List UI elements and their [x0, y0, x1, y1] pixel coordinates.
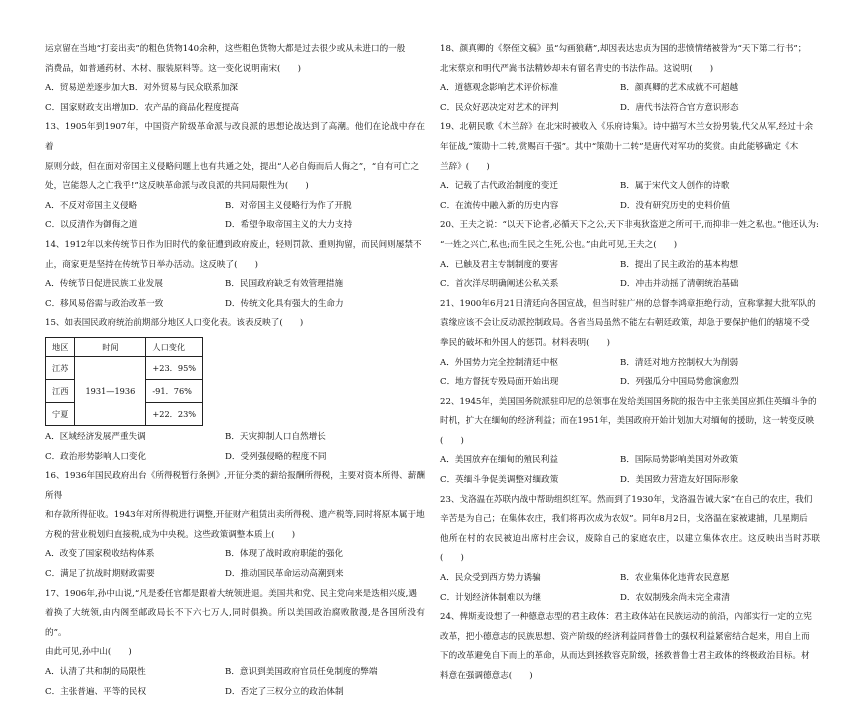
q18-stem-1: 18、颜真卿的《祭侄文稿》虽“勾画狼藉”,却因表达忠贞为国的悲愤情绪被誉为“天下第二行书”； [440, 44, 807, 54]
q23-stem-2: 辛苦是为自己；在集体农庄，我们将再次成为农奴”。同年8月2日，戈洛温在家被逮捕，几星期后 [440, 514, 808, 525]
q16-option-b: B．体现了战时政府职能的强化 [225, 549, 344, 560]
q20-option-c: C．首次洋尽明确阐述公私关系 [440, 279, 559, 290]
q13-stem-1: 13、1905年到1907年，中国资产阶级革命派与改良派的思想论战达到了高潮。他们在论战中存在着 [45, 122, 425, 152]
question-18 [440, 40, 820, 118]
q17-stem-3: 由此可见,孙中山( ) [45, 647, 132, 658]
table-cell-region: 江西 [46, 379, 75, 402]
q16-option-a: A．改变了国家税收结构体系 [45, 549, 155, 560]
question-14 [45, 236, 425, 314]
q19-options [440, 177, 820, 216]
q22-option-b: B．国际局势影响美国对外政策 [620, 455, 739, 466]
right-column [440, 40, 820, 687]
q19-option-a: A．记载了古代政治制度的变迁 [440, 181, 558, 192]
table-cell-period: 1931—1936 [75, 356, 146, 425]
q17-stem-2: 着换了大统领,由内阁至邮政局长不下六七万人,同时俱换。所以美国政治腐败散漫,是各国所没有的”。 [45, 608, 425, 638]
q15-options [45, 428, 425, 467]
table-header-row [46, 337, 203, 356]
q20-stem-2: “一姓之兴亡,私也;而生民之生死,公也。”由此可见,王夫之( ) [440, 239, 678, 250]
q16-option-d: D．推动国民革命运动高潮到来 [225, 569, 344, 580]
q22-option-d: D．美国致力营造友好国际形象 [620, 475, 739, 486]
q13-option-c: C．以反清作为御侮之道 [45, 220, 138, 231]
q17-option-d: D．否定了三权分立的政治体制 [225, 686, 344, 697]
q22-stem-3: ( ) [440, 435, 464, 446]
q15-option-c: C．政治形势影响人口变化 [45, 451, 147, 462]
intro-option-2: C．国家财政支出增加D．农产品的商品化程度提高 [45, 102, 239, 113]
table-cell-change: +22．23% [146, 402, 203, 425]
q21-stem-2: 袁缘应该不会让反动派控制政局。各省当局虽然不能左右朝廷政策，却急于要保护他们的辖境不受 [440, 318, 810, 329]
q20-options [440, 256, 820, 295]
table-cell-change: -91．76% [146, 379, 203, 402]
q16-stem-2: 和存款所得征收。1943年对所得税进行调整,开征财产租赁出卖所得税、遗产税等,同时将原本属于地 [45, 510, 425, 521]
table-cell-region: 宁夏 [46, 402, 75, 425]
question-17 [45, 585, 425, 702]
q23-options [440, 569, 820, 608]
q14-stem-2: 止，商家更是坚持在传统节日举办活动。这反映了( ) [45, 259, 258, 270]
q23-option-a: A．民众受到西方势力诱骗 [440, 573, 541, 584]
q20-option-d: D．冲击并动摇了清朝统治基础 [620, 279, 739, 290]
q15-stem-1: 15、如表国民政府统治前期部分地区人口变化表。该表反映了( ) [45, 318, 304, 329]
q24-stem-1: 24、俾斯麦设想了一种德意志型的君主政体：君主政体站在民族运动的前沿，內部实行一定的立宪 [440, 612, 812, 623]
q21-option-d: D．列强瓜分中国局势愈演愈烈 [620, 377, 739, 388]
q18-options [440, 79, 820, 118]
q21-option-b: B．清廷对地方控制权大为削弱 [620, 357, 739, 368]
question-20 [440, 216, 820, 294]
question-16 [45, 467, 425, 585]
q23-stem-1: 23、戈洛温在苏联内战中帮助组织红军。然而到了1930年，戈洛温告诫大家“在自己的农庄，我们 [440, 494, 813, 505]
q14-option-b: B．民国政府缺乏有效管理措施 [225, 279, 344, 290]
q19-option-d: D．没有研究历史的史料价值 [620, 200, 731, 211]
q23-option-c: C．计划经济体制难以为继 [440, 592, 542, 603]
q17-option-b: B．意识到美国政府官员任免制度的弊端 [225, 667, 378, 678]
q16-stem-1: 16、1936年国民政府出台《所得税暂行条例》,开征分类的薪给报酬所得税，主要对资本所得、薪酬所得 [45, 471, 425, 501]
q16-stem-3: 方税的营业税划归直接税,成为中央税。这些政策调整本质上( ) [45, 529, 296, 540]
q14-option-d: D．传统文化具有强大的生命力 [225, 298, 344, 309]
question-19 [440, 118, 820, 216]
q13-options [45, 197, 425, 236]
q13-stem-2: 原则分歧，但在面对帝国主义侵略问题上也有共通之处，提出“人必自侮而后人侮之”，“自有可亡之 [45, 161, 420, 172]
question-23 [440, 491, 820, 609]
q19-option-b: B．属于宋代文人创作的诗歌 [620, 181, 730, 192]
q20-stem-1: 20、王夫之说：“以天下论者,必循天下之公,天下非夷狄盗逆之所可干,而抑非一姓之私也。”他还认为: [440, 220, 819, 231]
q24-stem-3: 下的改革避免自下而上的革命，从而达到拯救容克阶级，拯救普鲁士君主政体的终极政治目标。材 [440, 651, 810, 662]
q18-stem-2: 北宋蔡京和明代严嵩书法精妙却未有留名青史的书法作品。这说明( ) [440, 63, 714, 74]
table-cell-region: 江苏 [46, 356, 75, 379]
q22-stem-1: 22、1945年，美国国务院派驻印尼的总领事在发给美国国务院的报告中主张美国应抓住英缅斗争的 [440, 396, 817, 407]
q18-option-c: C．民众好恶决定对艺术的评判 [440, 102, 559, 113]
q16-options [45, 545, 425, 584]
table-header-time: 时间 [75, 337, 146, 356]
q15-option-b: B．天灾抑制人口自然增长 [225, 431, 326, 442]
q14-options [45, 275, 425, 314]
q13-option-b: B．对帝国主义侵略行为作了开脱 [225, 200, 352, 211]
table-header-change: 人口变化 [146, 337, 203, 356]
q17-stem-1: 17、1906年,孙中山说,“凡是委任官都是跟着大统领进退。美国共和党、民主党向来是迭相兴废,遇 [45, 588, 417, 599]
left-column [45, 40, 425, 702]
q20-option-a: A．已触及君主专制制度的要害 [440, 259, 558, 270]
intro-line-1: 运京留在当地“打妾出卖”的粗色货物140余种，这些粗色货物大都是过去很少或从未进口的一般 [45, 44, 406, 54]
q17-option-c: C．主张普遍、平等的民权 [45, 686, 147, 697]
q23-stem-3: 他所在村的农民被迫出席村庄会议，废除自己的家庭农庄，以建立集体农庄。这反映出当时苏联( ) [440, 533, 820, 564]
q22-options [440, 451, 820, 490]
q19-option-c: C．在流传中融入新的历史内容 [440, 200, 559, 211]
q14-stem-1: 14、1912年以来传统节日作为旧时代的象征遭到政府废止，轻则罚款、重则拘留，而民间则屡禁不 [45, 239, 422, 250]
q14-option-a: A．传统节日促进民族工业发展 [45, 279, 163, 290]
q13-stem-3: 处，岂能怨人之亡我乎!”这反映革命派与改良派的共同局限性为( ) [45, 181, 309, 192]
table-cell-change: +23．95% [146, 356, 203, 379]
q15-option-d: D．受列强侵略的程度不同 [225, 451, 327, 462]
q18-option-d: D．唐代书法符合官方意识形态 [620, 102, 739, 113]
question-15 [45, 314, 425, 467]
q24-stem-4: 料意在强调德意志( ) [440, 671, 533, 681]
population-table [45, 337, 203, 426]
q14-option-c: C．移风易俗需与政治改革一致 [45, 298, 164, 309]
intro-line-2: 消费品，如普通药材、木材、服装原料等。这一变化说明南宋( ) [45, 63, 301, 74]
q23-option-d: D．农奴制残余尚未完全肃清 [620, 592, 731, 603]
q20-option-b: B．提出了民主政治的基本构想 [620, 259, 739, 270]
q21-options [440, 354, 820, 393]
q17-option-a: A．认清了共和制的局限性 [45, 667, 146, 678]
question-24 [440, 608, 820, 686]
q21-stem-1: 21、1900年6月21日清廷向各国宣战，但当时驻广州的总督李鸿章拒绝行动，宣称掌握大批军队的 [440, 298, 816, 309]
table-header-region: 地区 [46, 337, 75, 356]
q16-option-c: C．满足了抗战时期财政需要 [45, 569, 155, 580]
q23-option-b: B．农业集体化违背农民意愿 [620, 573, 730, 584]
q18-option-a: A．道德观念影响艺术评价标准 [440, 83, 558, 94]
q19-stem-2: 年征战,“策勋十二转,赏赐百千强”。其中“策勋十二转”是唐代对军功的奖赏。由此能够确定《木 [440, 141, 799, 152]
table-row [46, 356, 203, 379]
question-21 [440, 295, 820, 393]
q21-option-a: A．外国势力完全控制清廷中枢 [440, 357, 558, 368]
question-13 [45, 118, 425, 236]
q21-stem-3: 拳民的破坏和外国人的惩罚。材料表明( ) [440, 337, 610, 348]
q17-options [45, 663, 425, 702]
q15-option-a: A．区域经济发展严重失调 [45, 431, 146, 442]
q13-option-d: D．希望争取帝国主义的大力支持 [225, 220, 353, 231]
intro-option-1: A．贸易逆差逐步加大B．对外贸易与民众联系加深 [45, 83, 238, 94]
q19-stem-3: 兰辞》( ) [440, 161, 490, 172]
q22-option-c: C．英缅斗争促美调整对缅政策 [440, 475, 559, 486]
q24-stem-2: 改革，把小德意志的民族思想、资产阶级的经济利益同普鲁士的强权利益紧密结合起来，用自上而 [440, 631, 810, 642]
q22-option-a: A．美国放弃在缅甸的殖民利益 [440, 455, 558, 466]
q18-option-b: B．颜真卿的艺术成就不可超越 [620, 83, 739, 94]
question-22 [440, 393, 820, 491]
q22-stem-2: 时机，扩大在缅甸的经济利益；而在1951年，美国政府开始计划加大对缅甸的援助，这一转变反映 [440, 416, 815, 427]
q13-option-a: A．不反对帝国主义侵略 [45, 200, 138, 211]
q19-stem-1: 19、北朝民歌《木兰辞》在北宋时被收入《乐府诗集》。诗中描写木兰女扮男装,代父从军,经过十余 [440, 122, 814, 133]
q21-option-c: C．地方督抚专殁局面开始出现 [440, 377, 559, 388]
